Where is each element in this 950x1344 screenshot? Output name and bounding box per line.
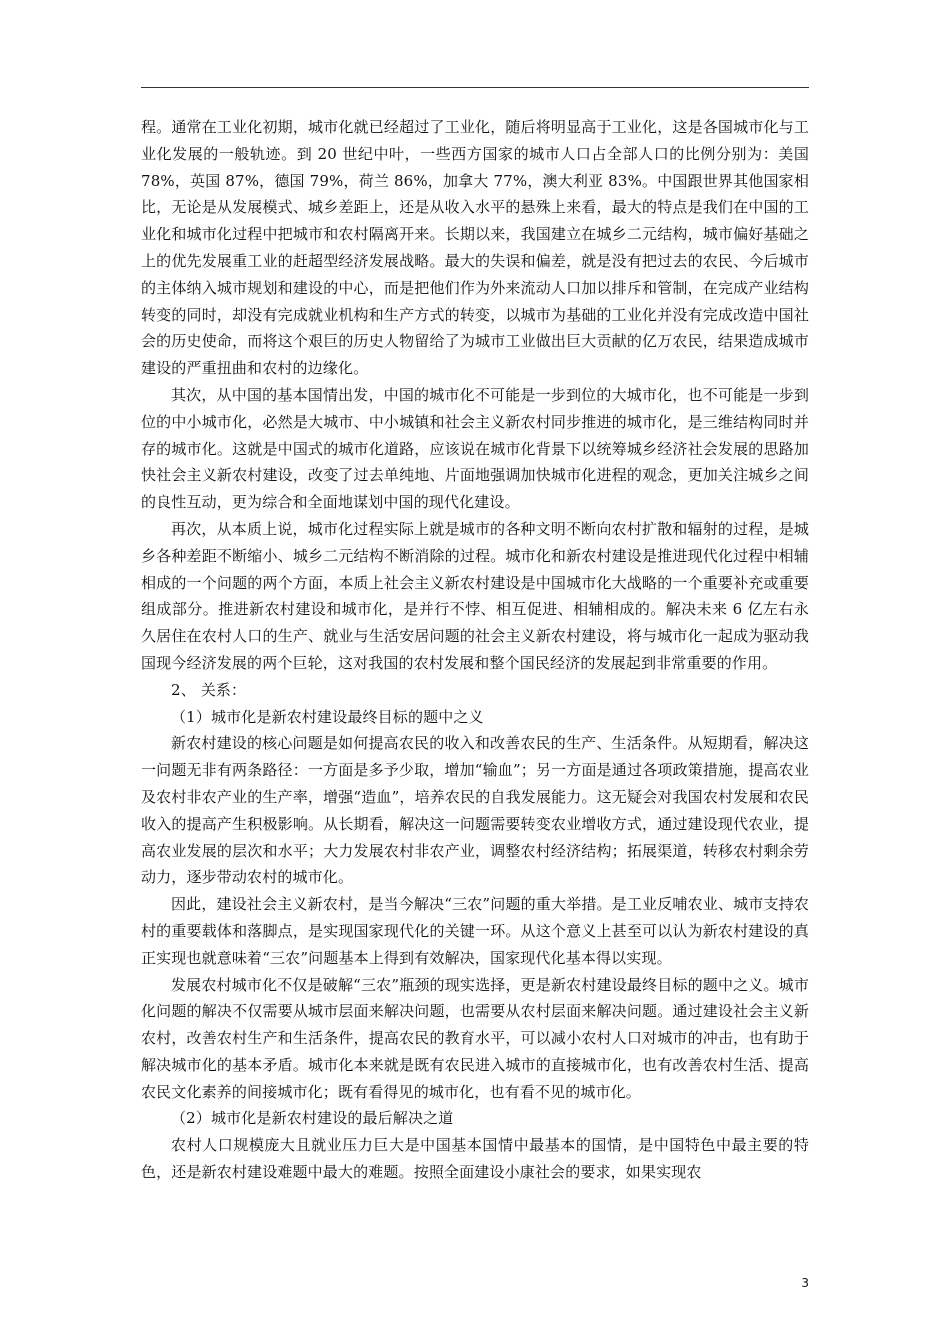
page-number: 3	[801, 1276, 809, 1290]
paragraph: 其次，从中国的基本国情出发，中国的城市化不可能是一步到位的大城市化，也不可能是一步到位的中小城市化，必然是大城市、中小城镇和社会主义新农村同步推进的城市化，是三维结构同时并存的城市化。这就是中国式的城市化道路，应该说在城市化背景下以统筹城乡经济社会发展的思路加快社会主义新农村建设，改变了过去单纯地、片面地强调加快城市化进程的观念，更加关注城乡之间的良性互动，更为综合和全面地谋划中国的现代化建设。	[141, 385, 809, 512]
paragraph: 新农村建设的核心问题是如何提高农民的收入和改善农民的生产、生活条件。从短期看，解决这一问题无非有两条路径：一方面是多予少取，增加“输血”；另一方面是通过各项政策措施，提高农业及农村非农产业的生产率，增强“造血”，培养农民的自我发展能力。这无疑会对我国农村发展和农民收入的提高产生积极影响。从长期看，解决这一问题需要转变农业增收方式，通过建设现代农业，提高农业发展的层次和水平；大力发展农村非农产业，调整农村经济结构；拓展渠道，转移农村剩余劳动力，逐步带动农村的城市化。	[141, 734, 809, 887]
paragraph: 因此，建设社会主义新农村，是当今解决“三农”问题的重大举措。是工业反哺农业、城市支持农村的重要载体和落脚点，是实现国家现代化的关键一环。从这个意义上甚至可以认为新农村建设的真正实现也就意味着“三农”问题基本上得到有效解决，国家现代化基本得以实现。	[141, 895, 809, 967]
paragraph: 农村人口规模庞大且就业压力巨大是中国基本国情中最基本的国情，是中国特色中最主要的特色，还是新农村建设难题中最大的难题。按照全面建设小康社会的要求，如果实现农	[141, 1136, 809, 1182]
section-heading: 2、 关系：	[171, 680, 247, 699]
paragraph: 程。通常在工业化初期，城市化就已经超过了工业化，随后将明显高于工业化，这是各国城市化与工业化发展的一般轨迹。到 20 世纪中叶，一些西方国家的城市人口占全部人口的比例分别为：美国 78%，英国 87%，德国 79%，荷兰 86%，加拿大 77%，澳大利亚 83%。中国跟世界其他国家相比，无论是从发展模式、城乡差距上，还是从收入水平的悬殊上来看，最大的特点是我们在中国的工业化和城市化过程中把城市和农村隔离开来。长期以来，我国建立在城乡二元结构，城市偏好基础之上的优先发展重工业的赶超型经济发展战略。最大的失误和偏差，就是没有把过去的农民、今后城市的主体纳入城市规划和建设的中心，而是把他们作为外来流动人口加以排斥和管制，在完成产业结构转变的同时，却没有完成就业机构和生产方式的转变，以城市为基础的工业化并没有完成改造中国社会的历史使命，而将这个艰巨的历史人物留给了为城市工业做出巨大贡献的亿万农民，结果造成城市建设的严重扭曲和农村的边缘化。	[141, 118, 809, 378]
paragraph: 再次，从本质上说，城市化过程实际上就是城市的各种文明不断向农村扩散和辐射的过程，是城乡各种差距不断缩小、城乡二元结构不断消除的过程。城市化和新农村建设是推进现代化过程中相辅相成的一个问题的两个方面，本质上社会主义新农村建设是中国城市化大战略的一个重要补充或重要组成部分。推进新农村建设和城市化，是并行不悖、相互促进、相辅相成的。解决未来 6 亿左右永久居住在农村人口的生产、就业与生活安居问题的社会主义新农村建设，将与城市化一起成为驱动我国现今经济发展的两个巨轮，这对我国的农村发展和整个国民经济的发展起到非常重要的作用。	[141, 519, 809, 672]
subsection-heading: （1）城市化是新农村建设最终目标的题中之义	[171, 707, 484, 726]
paragraph: 发展农村城市化不仅是破解“三农”瓶颈的现实选择，更是新农村建设最终目标的题中之义。城市化问题的解决不仅需要从城市层面来解决问题，也需要从农村层面来解决问题。通过建设社会主义新农村，改善农村生产和生活条件，提高农民的教育水平，可以减小农村人口对城市的冲击，也有助于解决城市化的基本矛盾。城市化本来就是既有农民进入城市的直接城市化，也有改善农村生活、提高农民文化素养的间接城市化；既有看得见的城市化，也有看不见的城市化。	[141, 975, 809, 1101]
subsection-heading: （2）城市化是新农村建设的最后解决之道	[171, 1109, 454, 1128]
document-body	[141, 114, 809, 1186]
header-rule	[141, 87, 809, 88]
